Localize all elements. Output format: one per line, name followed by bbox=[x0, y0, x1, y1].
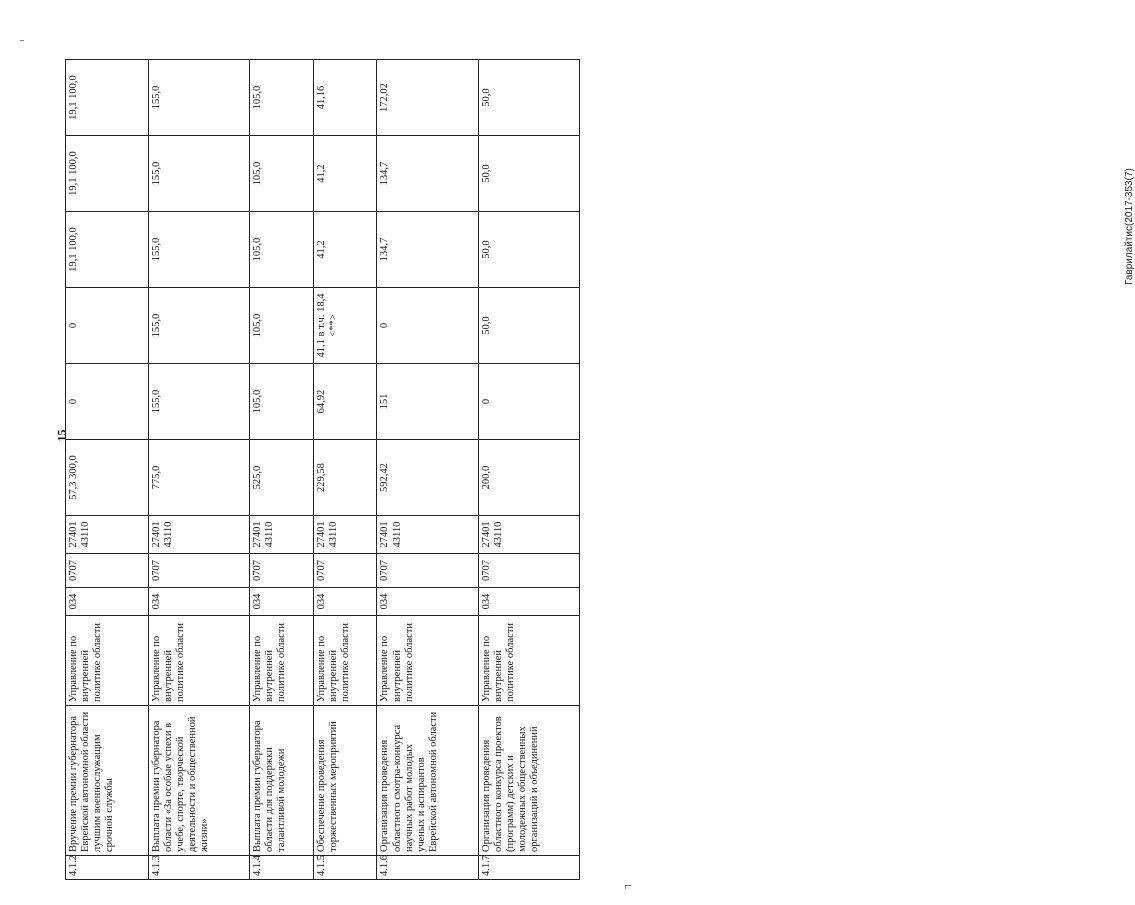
cell-name: Выплата премии губернатора области для поддержки талантливой молодежи bbox=[249, 706, 313, 856]
program-table bbox=[65, 59, 580, 880]
cell-v6: 41,16 bbox=[313, 60, 377, 136]
cell-num: 4.1.5 bbox=[313, 856, 377, 880]
table-wrap bbox=[65, 60, 580, 880]
cell-name: Организация проведения областного смотра-конкурса научных работ молодых ученых и аспирантов Еврейской автономной области bbox=[377, 706, 478, 856]
cell-v3: 0 bbox=[377, 288, 478, 364]
cell-v5: 105,0 bbox=[249, 136, 313, 212]
cell-c: 27401 43110 bbox=[249, 516, 313, 554]
cell-v2: 64,92 bbox=[313, 364, 377, 440]
cell-v1: 229,58 bbox=[313, 440, 377, 516]
cell-resp: Управление по внутренней политике области bbox=[478, 616, 579, 706]
cell-v1: 200,0 bbox=[478, 440, 579, 516]
cell-v5: 155,0 bbox=[148, 136, 249, 212]
cell-v5: 134,7 bbox=[377, 136, 478, 212]
cell-v4: 134,7 bbox=[377, 212, 478, 288]
cell-a: 034 bbox=[313, 588, 377, 616]
cell-v3: 105,0 bbox=[249, 288, 313, 364]
cell-name: Вручение премии губернатора Еврейской автономной области лучшим военнослужащим срочной службы bbox=[66, 706, 149, 856]
cell-c: 27401 43110 bbox=[478, 516, 579, 554]
cell-a: 034 bbox=[377, 588, 478, 616]
cell-v3: 50,0 bbox=[478, 288, 579, 364]
cell-a: 034 bbox=[249, 588, 313, 616]
cell-v2: 155,0 bbox=[148, 364, 249, 440]
cell-v4: 19,1 100,0 bbox=[66, 212, 149, 288]
cell-v4: 105,0 bbox=[249, 212, 313, 288]
cell-a: 034 bbox=[148, 588, 249, 616]
cell-v3: 155,0 bbox=[148, 288, 249, 364]
corner-mark: ⌐ bbox=[624, 879, 632, 894]
cell-v2: 0 bbox=[478, 364, 579, 440]
page-number: 15 bbox=[54, 429, 69, 442]
cell-v2: 105,0 bbox=[249, 364, 313, 440]
cell-v4: 41,2 bbox=[313, 212, 377, 288]
cell-b: 0707 bbox=[249, 554, 313, 588]
cell-b: 0707 bbox=[313, 554, 377, 588]
cell-resp: Управление по внутренней политике области bbox=[313, 616, 377, 706]
cell-v5: 41,2 bbox=[313, 136, 377, 212]
cell-name: Обеспечение проведения торжественных мероприятий bbox=[313, 706, 377, 856]
cell-b: 0707 bbox=[377, 554, 478, 588]
table-row bbox=[66, 60, 149, 880]
cell-c: 27401 43110 bbox=[148, 516, 249, 554]
cell-v6: 172,02 bbox=[377, 60, 478, 136]
cell-b: 0707 bbox=[66, 554, 149, 588]
scan-mark bbox=[20, 40, 24, 41]
cell-v5: 50,0 bbox=[478, 136, 579, 212]
table-row bbox=[377, 60, 478, 880]
cell-v4: 50,0 bbox=[478, 212, 579, 288]
cell-v1: 775,0 bbox=[148, 440, 249, 516]
cell-num: 4.1.6 bbox=[377, 856, 478, 880]
cell-num: 4.1.2 bbox=[66, 856, 149, 880]
cell-v6: 19,1 100,0 bbox=[66, 60, 149, 136]
cell-resp: Управление по внутренней политике области bbox=[148, 616, 249, 706]
cell-b: 0707 bbox=[478, 554, 579, 588]
cell-v6: 155,0 bbox=[148, 60, 249, 136]
cell-num: 4.1.3 bbox=[148, 856, 249, 880]
cell-v3: 0 bbox=[66, 288, 149, 364]
document-id: Гаврилайтис(2017-353(7) bbox=[1124, 168, 1135, 285]
table-row bbox=[478, 60, 579, 880]
cell-v3: 41,1 в т.ч. 18,4 <**> bbox=[313, 288, 377, 364]
cell-c: 27401 43110 bbox=[66, 516, 149, 554]
table-row bbox=[249, 60, 313, 880]
cell-resp: Управление по внутренней политике области bbox=[377, 616, 478, 706]
cell-name: Выплата премии губернатора области «За особые успехи в учебе, спорте, творческой деятельности и общественной жизни» bbox=[148, 706, 249, 856]
cell-c: 27401 43110 bbox=[377, 516, 478, 554]
cell-v5: 19,1 100,0 bbox=[66, 136, 149, 212]
cell-b: 0707 bbox=[148, 554, 249, 588]
cell-v4: 155,0 bbox=[148, 212, 249, 288]
cell-v1: 592,42 bbox=[377, 440, 478, 516]
cell-v2: 0 bbox=[66, 364, 149, 440]
cell-a: 034 bbox=[66, 588, 149, 616]
rotated-table bbox=[65, 60, 580, 880]
table-row bbox=[148, 60, 249, 880]
cell-num: 4.1.7 bbox=[478, 856, 579, 880]
cell-v1: 525,0 bbox=[249, 440, 313, 516]
cell-name: Организация проведения областного конкурса проектов (программ) детских и молодежных общественных организаций и объединений bbox=[478, 706, 579, 856]
cell-v2: 151 bbox=[377, 364, 478, 440]
table-row bbox=[313, 60, 377, 880]
cell-resp: Управление по внутренней политике области bbox=[249, 616, 313, 706]
cell-a: 034 bbox=[478, 588, 579, 616]
cell-c: 27401 43110 bbox=[313, 516, 377, 554]
cell-resp: Управление по внутренней политике области bbox=[66, 616, 149, 706]
cell-v6: 105,0 bbox=[249, 60, 313, 136]
cell-v6: 50,0 bbox=[478, 60, 579, 136]
cell-v1: 57,3 300,0 bbox=[66, 440, 149, 516]
cell-num: 4.1.4 bbox=[249, 856, 313, 880]
